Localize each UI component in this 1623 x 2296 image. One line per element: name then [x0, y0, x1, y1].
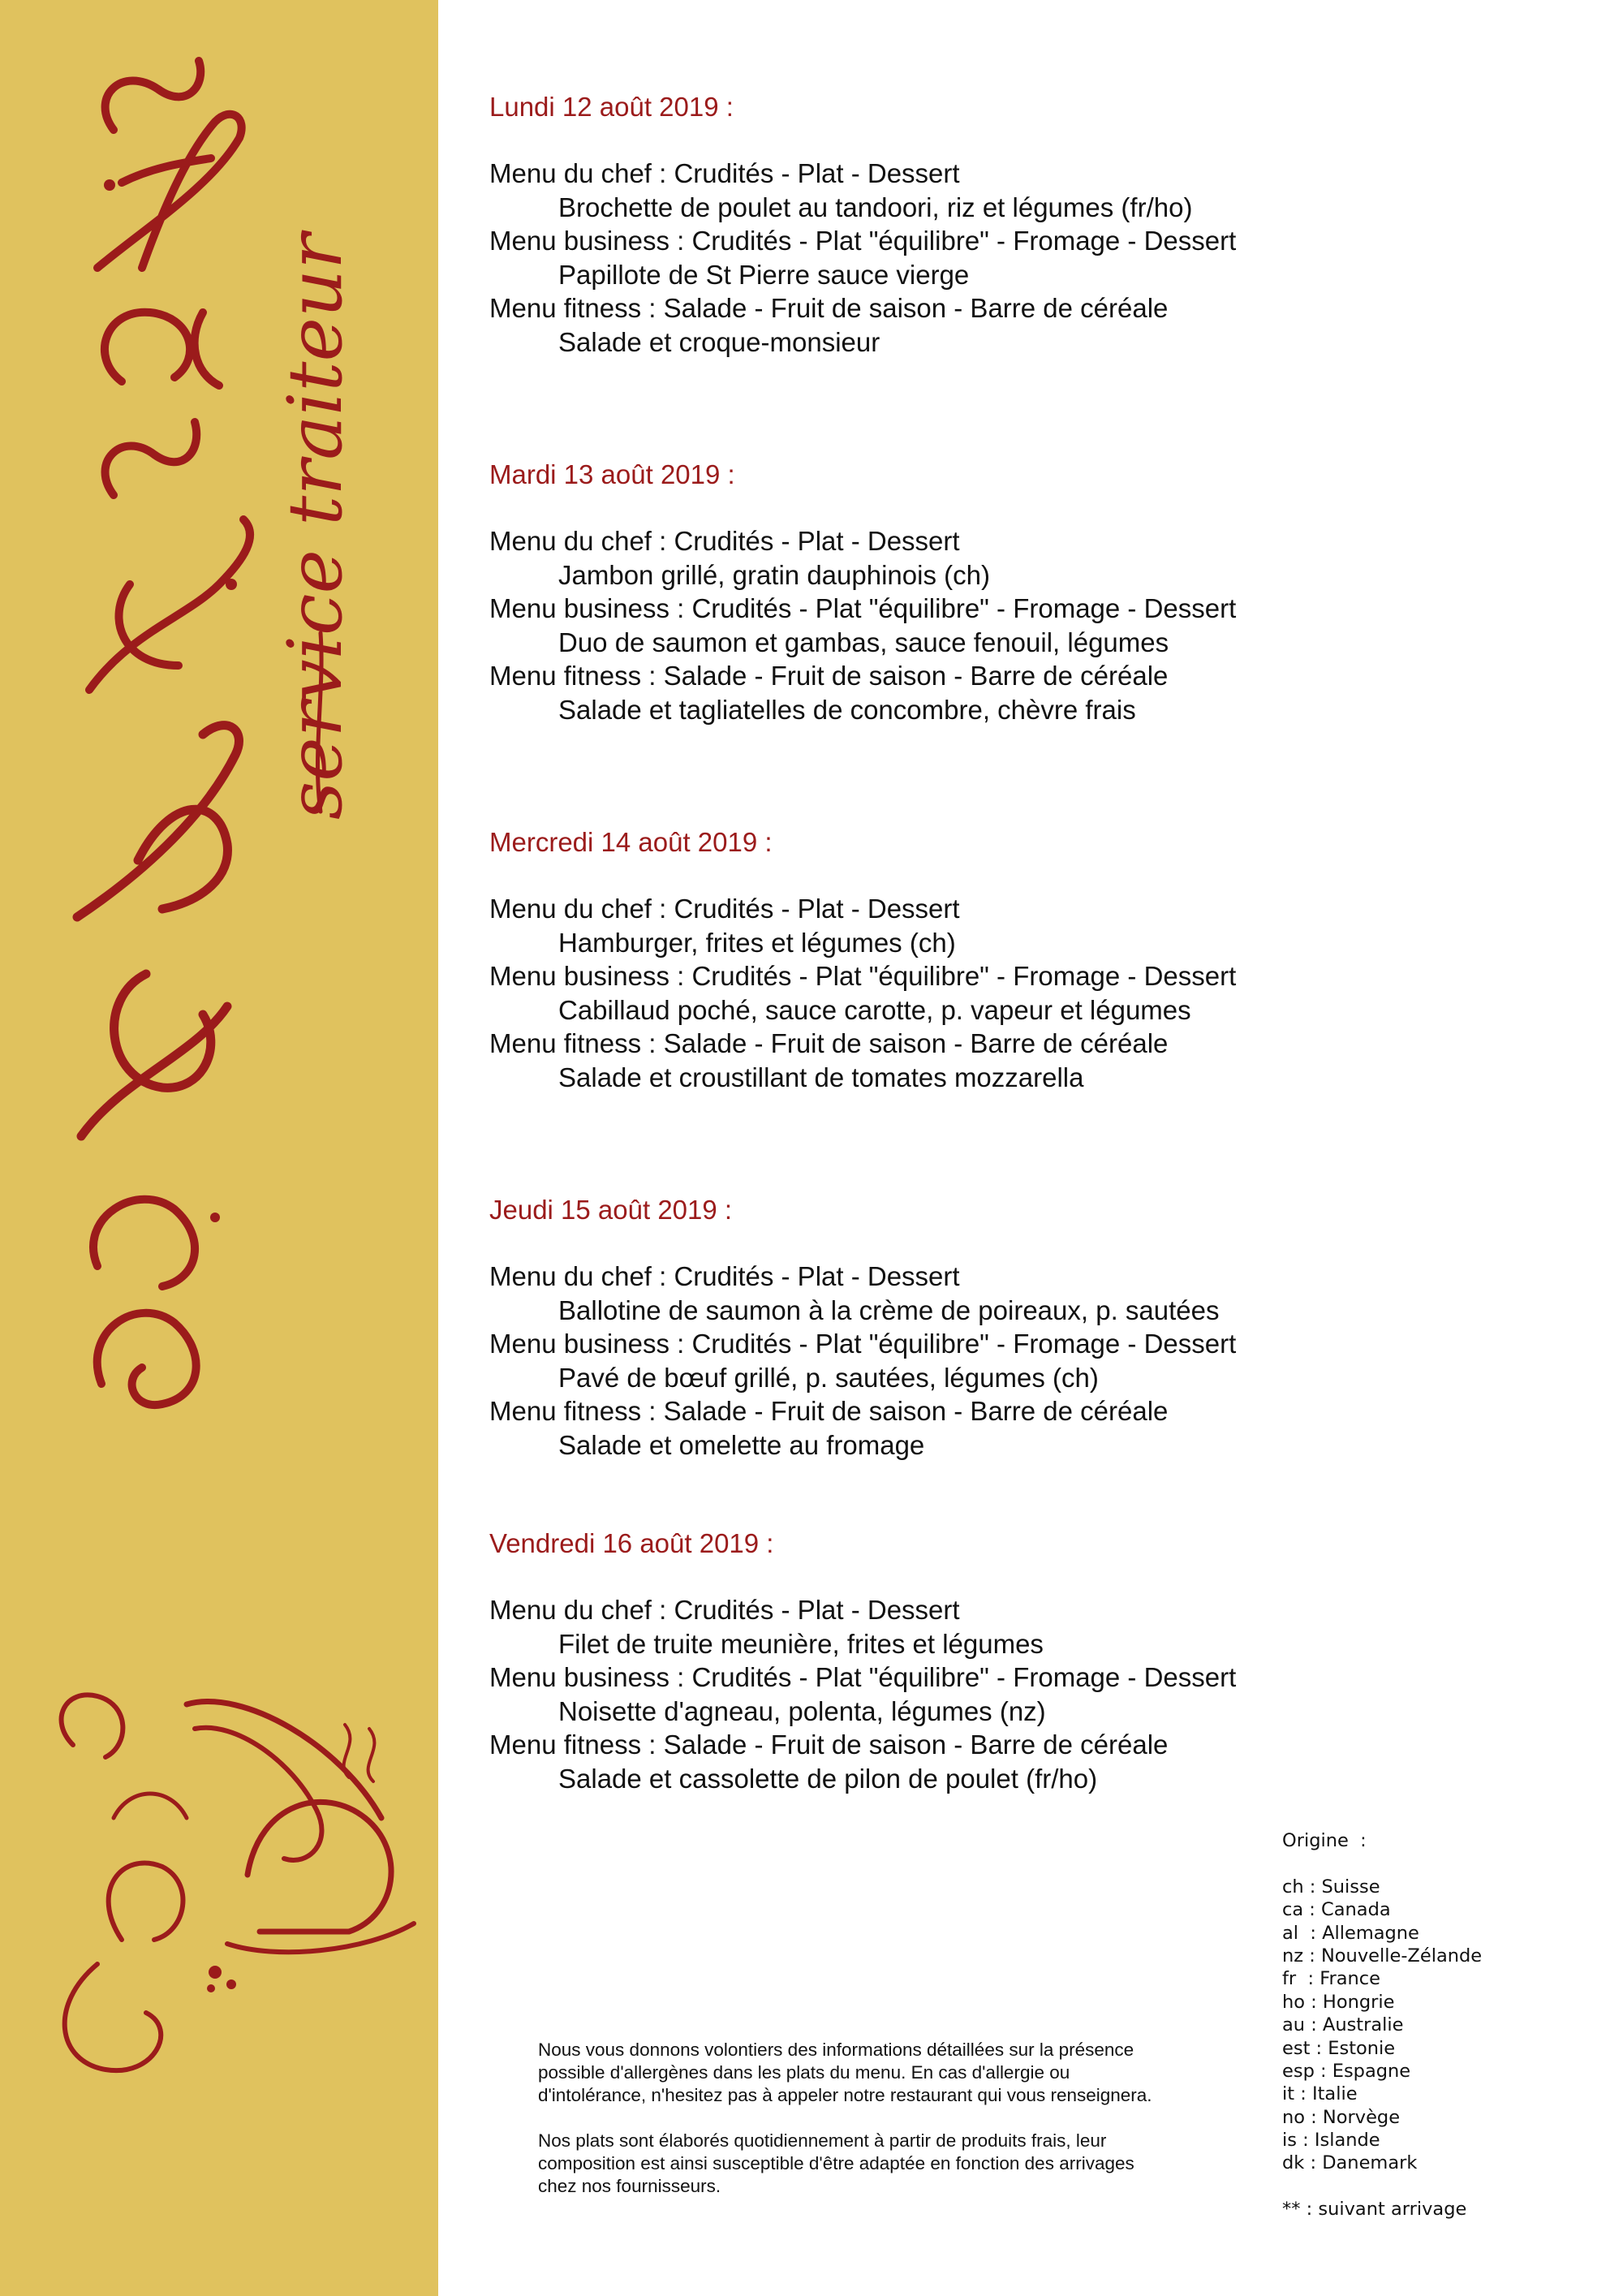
origin-item: it : Italie [1282, 2083, 1358, 2105]
origin-item: ch : Suisse [1282, 1876, 1380, 1898]
menu-name: Menu business : Crudités - Plat "équilibre" - Fromage - Dessert [489, 593, 1237, 623]
menu-name: Menu fitness : Salade - Fruit de saison - Barre de céréale [489, 293, 1169, 323]
allergen-footnote [538, 2039, 1171, 2198]
menu-list [489, 157, 1609, 359]
menu-name: Menu du chef : Crudités - Plat - Dessert [489, 1595, 960, 1625]
menu-name: Menu business : Crudités - Plat "équilibre" - Fromage - Dessert [489, 961, 1237, 991]
origin-title: Origine : [1282, 1830, 1367, 1851]
menu-dish: Filet de truite meunière, frites et légumes [558, 1628, 1044, 1659]
day-title: Mardi 13 août 2019 : [489, 459, 735, 489]
menu-name: Menu fitness : Salade - Fruit de saison - Barre de céréale [489, 1028, 1169, 1058]
menu-list [489, 1593, 1609, 1795]
origin-item: dk : Danemark [1282, 2152, 1418, 2174]
day-section-friday [489, 1527, 1609, 1795]
menu-name: Menu business : Crudités - Plat "équilibre" - Fromage - Dessert [489, 1662, 1237, 1692]
cloche-icon [62, 1695, 414, 2070]
menu-name: Menu du chef : Crudités - Plat - Dessert [489, 526, 960, 556]
brand-tagline: service traiteur [272, 233, 359, 820]
origin-legend [1282, 1829, 1615, 2221]
day-title: Jeudi 15 août 2019 : [489, 1195, 733, 1225]
day-section-wednesday [489, 825, 1609, 1094]
menu-list [489, 892, 1609, 1094]
menu-dish: Duo de saumon et gambas, sauce fenouil, légumes [558, 627, 1169, 657]
menu-name: Menu fitness : Salade - Fruit de saison - Barre de céréale [489, 661, 1169, 691]
origin-note: ** : suivant arrivage [1282, 2199, 1467, 2221]
day-section-tuesday [489, 458, 1609, 726]
menu-list [489, 1260, 1609, 1462]
origin-item: is : Islande [1282, 2130, 1380, 2152]
origin-item: est : Estonie [1282, 2037, 1396, 2059]
origin-item: ca : Canada [1282, 1899, 1391, 1921]
day-title: Mercredi 14 août 2019 : [489, 827, 773, 857]
menu-name: Menu business : Crudités - Plat "équilibre" - Fromage - Dessert [489, 226, 1237, 256]
menu-dish: Papillote de St Pierre sauce vierge [558, 259, 970, 290]
origin-item: no : Norvège [1282, 2106, 1401, 2128]
menu-dish: Salade et tagliatelles de concombre, chèvre frais [558, 694, 1136, 725]
menu-dish: Brochette de poulet au tandoori, riz et légumes (fr/ho) [558, 192, 1193, 222]
origin-item: esp : Espagne [1282, 2060, 1411, 2082]
origin-item: au : Australie [1282, 2014, 1404, 2036]
menu-dish: Hamburger, frites et légumes (ch) [558, 927, 956, 958]
menu-dish: Jambon grillé, gratin dauphinois (ch) [558, 559, 990, 590]
menu-dish: Salade et omelette au fromage [558, 1429, 925, 1460]
menu-dish: Noisette d'agneau, polenta, légumes (nz) [558, 1695, 1046, 1726]
allergen-notice: Nous vous donnons volontiers des informations détaillées sur la présence possible d'allergènes dans les plats du menu. En cas d'allergie ou d'intolérance, n'hesitez pas à appeler notre restaurant qui vous renseignera. [538, 2040, 1152, 2105]
menu-dish: Cabillaud poché, sauce carotte, p. vapeur et légumes [558, 994, 1191, 1025]
day-section-thursday [489, 1193, 1609, 1462]
menu-name: Menu du chef : Crudités - Plat - Dessert [489, 1261, 960, 1291]
origin-item: ho : Hongrie [1282, 1991, 1395, 2013]
brand-logo [0, 0, 438, 2296]
day-title: Vendredi 16 août 2019 : [489, 1528, 774, 1558]
origin-item: al : Allemagne [1282, 1922, 1419, 1944]
origin-item: fr : France [1282, 1968, 1381, 1990]
day-section-monday [489, 90, 1609, 359]
menu-name: Menu du chef : Crudités - Plat - Dessert [489, 158, 960, 188]
brand-sidebar [0, 0, 438, 2296]
menu-name: Menu business : Crudités - Plat "équilibre" - Fromage - Dessert [489, 1329, 1237, 1359]
menu-dish: Salade et croque-monsieur [558, 326, 880, 357]
freshness-notice: Nos plats sont élaborés quotidiennement à partir de produits frais, leur composition est ainsi susceptible d'être adaptée en fonction des arrivages chez nos fournisseurs. [538, 2130, 1134, 2196]
menu-name: Menu du chef : Crudités - Plat - Dessert [489, 894, 960, 924]
origin-item: nz : Nouvelle-Zélande [1282, 1945, 1483, 1966]
menu-dish: Salade et cassolette de pilon de poulet (fr/ho) [558, 1763, 1098, 1794]
day-title: Lundi 12 août 2019 : [489, 92, 734, 122]
menu-list [489, 524, 1609, 726]
menu-name: Menu fitness : Salade - Fruit de saison - Barre de céréale [489, 1396, 1169, 1426]
menu-name: Menu fitness : Salade - Fruit de saison - Barre de céréale [489, 1730, 1169, 1760]
menu-dish: Pavé de bœuf grillé, p. sautées, légumes (ch) [558, 1362, 1099, 1393]
menu-dish: Ballotine de saumon à la crème de poireaux, p. sautées [558, 1294, 1220, 1325]
menu-dish: Salade et croustillant de tomates mozzarella [558, 1062, 1084, 1092]
